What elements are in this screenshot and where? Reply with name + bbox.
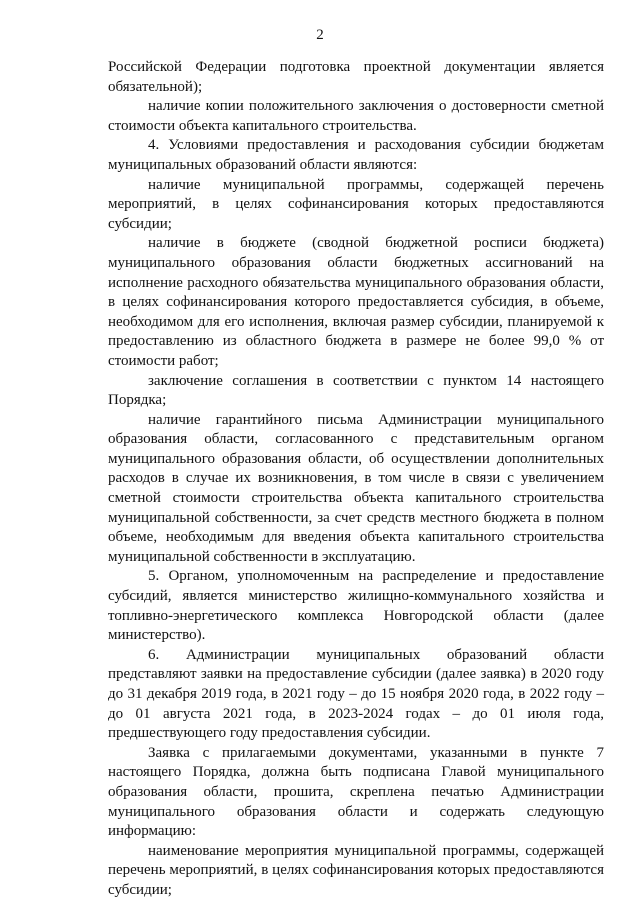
document-body — [108, 58, 604, 901]
paragraph: наличие муниципальной программы, содержащей перечень мероприятий, в целях софинансирования которых предоставляются субсидии; — [108, 176, 604, 232]
paragraph: наименование мероприятия муниципальной программы, содержащей перечень мероприятий, в целях софинансирования которых предоставляются субсидии; — [108, 842, 604, 898]
paragraph: Заявка с прилагаемыми документами, указанными в пункте 7 настоящего Порядка, должна быть подписана Главой муниципального образования области, прошита, скреплена печатью Администрации муниципального образования области и содержать следующую информацию: — [108, 744, 604, 840]
paragraph: наличие копии положительного заключения о достоверности сметной стоимости объекта капитального строительства. — [108, 98, 604, 134]
page-number: 2 — [316, 27, 324, 43]
paragraph: 4. Условиями предоставления и расходования субсидии бюджетам муниципальных образований области являются: — [108, 137, 604, 173]
paragraph: Российской Федерации подготовка проектной документации является обязательной); — [108, 59, 604, 95]
paragraph: заключение соглашения в соответствии с пунктом 14 настоящего Порядка; — [108, 372, 604, 409]
paragraph: наличие в бюджете (сводной бюджетной росписи бюджета) муниципального образования области бюджетных ассигнований на исполнение расходного обязательства муниципального образования области, в целях софинансирования которого предоставляется субсидия, в объеме, необходимом для его исполнения, включая размер субсидии, планируемой к предоставлению из областного бюджета в размере не более 99,0 % от стоимости работ; — [108, 235, 604, 369]
paragraph: 5. Органом, уполномоченным на распределение и предоставление субсидий, является министерство жилищно-коммунального хозяйства и топливно-энергетического комплекса Новгородской области (далее министерство). — [108, 568, 604, 644]
paragraph: наличие гарантийного письма Администрации муниципального образования области, согласованного с представительным органом муниципального образования области, об осуществлении дополнительных расходов в случае их возникновения, в том числе в связи с увеличением сметной стоимости строительства объекта капитального строительства муниципальной собственности, за счет средств местного бюджета в полном объеме, необходимым для введения объекта капитального строительства муниципальной собственности в эксплуатацию. — [108, 411, 604, 565]
paragraph: 6. Администрации муниципальных образований области представляют заявки на предоставление субсидии (далее заявка) в 2020 году до 31 декабря 2019 года, в 2021 году – до 15 ноября 2020 года, в 2022 году – до 01 августа 2021 года, в 2023-2024 годах – до 01 июля года, предшествующего году предоставления субсидии. — [108, 646, 604, 742]
